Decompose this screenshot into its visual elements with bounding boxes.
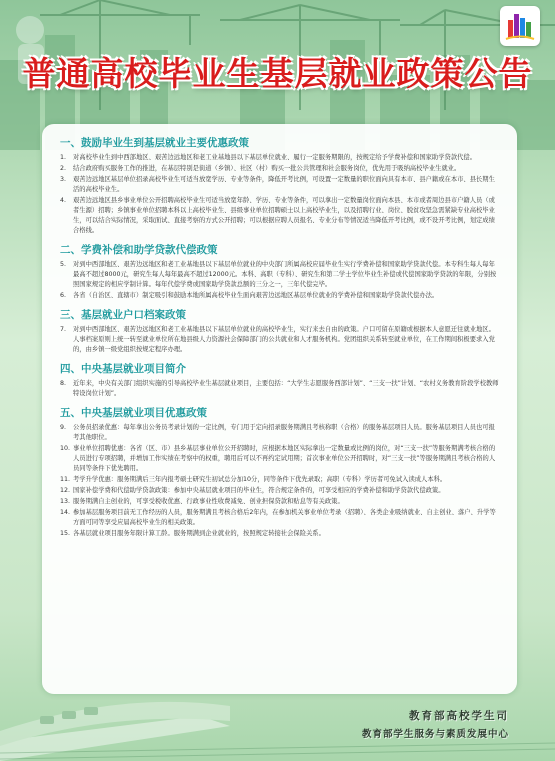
item-number: 13.: [60, 498, 71, 505]
section-heading: 四、中央基层就业项目简介: [60, 363, 186, 375]
item-number: 3.: [60, 176, 67, 183]
item-text: 参加基层服务项目前无工作经历的人员，服务期满且考核合格后2年内，在参加机关事业单位考录（招聘）、各类企业吸纳就业、自主创业、落户、升学等方面可同等享受应届高校毕业生的相关政策。: [73, 509, 496, 526]
item-number: 12.: [60, 487, 71, 494]
item-number: 8.: [60, 380, 67, 387]
item-text: 考学升学优惠：服务期满后三年内报考硕士研究生初试总分加10分，同等条件下优先录取；高职（专科）学历者可免试入读成人本科。: [73, 476, 447, 483]
section-heading: 二、学费补偿和助学贷款代偿政策: [60, 244, 218, 256]
item-number: 14.: [60, 509, 71, 516]
item-number: 5.: [60, 261, 67, 268]
item-text: 公务员招录优惠：每年拿出公务员考录计划的一定比例，专门用于定向招录服务期满且考核称职（合格）的服务基层项目人员。服务基层项目人员也可报考其他职位。: [73, 424, 495, 441]
high-speed-train-background: [0, 621, 555, 761]
item-text: 各省（自治区、直辖市）制定吸引和鼓励本地所属高校毕业生面向艰苦边远地区基层单位就业的学费补偿和国家助学贷款代偿办法。: [73, 292, 439, 299]
item-text: 服务期满自主创业的，可享受税收优惠、行政事业性收费减免、创业担保贷款和贴息等有关政策。: [73, 498, 344, 505]
item-number: 9.: [60, 424, 67, 431]
policy-item: [60, 475, 500, 485]
item-number: 2.: [60, 165, 67, 172]
item-text: 对高校毕业生到中西部地区、艰苦边远地区和老工业基地县以下基层单位就业、履行一定服务期限的，按规定给予学费补偿和国家助学贷款代偿。: [73, 154, 476, 161]
policy-item: [60, 444, 500, 474]
policy-item: [60, 175, 500, 195]
section-heading: 一、鼓励毕业生到基层就业主要优惠政策: [60, 137, 249, 149]
issuer-block: [362, 708, 509, 740]
item-number: 7.: [60, 326, 67, 333]
item-number: 11.: [60, 476, 71, 483]
policy-item: [60, 497, 500, 507]
item-number: 4.: [60, 197, 67, 204]
item-number: 6.: [60, 292, 67, 299]
item-text: 事业单位招聘优惠：各省（区、市）县乡基层事业单位公开招聘时，应根据本地区实际拿出一定数量或比例的岗位，对“三支一扶”等服务期满考核合格的人员进行专项招聘，并增加工作实绩在考察中的权重，聘用后可以不再约定试用期；首次事业单位公开招聘时，对“三支一扶”等服务期满且考核合格的人员同等条件下优先聘用。: [73, 445, 496, 472]
item-number: 15.: [60, 530, 71, 537]
policy-item: [60, 260, 500, 290]
item-number: 1.: [60, 154, 67, 161]
policy-item: [60, 486, 500, 496]
section-items: [60, 379, 500, 399]
item-text: 艰苦边远地区县乡事业单位公开招聘高校毕业生可适当放宽年龄、学历、专业等条件，可以拿出一定数量岗位面向本县、本市或者周边县市户籍人员（或者生源）招聘；乡镇事业单位招聘本科以上高校毕业生、县级事业单位招聘硕士以上高校毕业生，以及招聘行业、岗位、脱贫攻坚急需紧缺专业高校毕业生，可以结合实际情况，采取面试、直接考察的方式公开招聘；可以根据应聘人员报名、专业分布等情况适当降低开考比例，或不设开考比例，划定成绩合格线。: [73, 197, 495, 234]
policy-content: [60, 135, 500, 540]
city-buildings-logo-icon: [500, 6, 540, 46]
section-items: [60, 153, 500, 236]
item-text: 艰苦边远地区基层单位招录高校毕业生可适当放宽学历、专业等条件，降低开考比例，可设置一定数量的职位面向具有本市、县户籍或在本市、县长期生活的高校毕业生。: [73, 176, 495, 193]
policy-item: [60, 423, 500, 443]
item-text: 国家补偿学费和代偿助学贷款政策：参加中央基层就业项目的毕业生，符合规定条件的，可享受相应的学费补偿和助学贷款代偿政策。: [73, 487, 445, 494]
item-text: 对到中西部地区、艰苦边远地区和老工业基地县以下基层单位就业的中央部门所属高校应届毕业生实行学费补偿和国家助学贷款代偿。本专科生每人每年最高不超过8000元，研究生每人每年最高不超过12000元。本科、高职（专科）、研究生和第二学士学位毕业生补偿或代偿国家助学贷款的年限，分别按照国家规定的相应学制计算。每年代偿学费或国家助学贷款总额的三分之一，三年代偿完毕。: [73, 261, 497, 288]
item-number: 10.: [60, 445, 71, 452]
section-items: [60, 260, 500, 301]
section-heading: 三、基层就业户口档案政策: [60, 309, 186, 321]
policy-item: [60, 164, 500, 174]
issuer-line-1: 教育部高校学生司: [409, 710, 509, 722]
policy-item: [60, 325, 500, 355]
policy-item: [60, 153, 500, 163]
section-items: [60, 325, 500, 355]
policy-item: [60, 508, 500, 528]
item-text: 对到中西部地区、艰苦边远地区和老工业基地县以下基层单位就业的高校毕业生，实行来去自由的政策。户口可留在原籍或根据本人意愿迁往就业地区。人事档案原则上统一转至就业单位所在地县级人力资源社会保障部门的公共就业和人才服务机构。党团组织关系转至就业单位，在工作期间积极要求入党的，由乡镇一级党组织按规定程序办理。: [73, 326, 495, 353]
page-title: 普通高校毕业生基层就业政策公告: [22, 54, 533, 93]
policy-item: [60, 529, 500, 539]
policy-item: [60, 196, 500, 236]
item-text: 近年来，中央有关部门组织实施的引导高校毕业生基层就业项目，主要包括：“大学生志愿服务西部计划”、“三支一扶”计划、“农村义务教育阶段学校教师特设岗位计划”。: [73, 380, 499, 397]
policy-item: [60, 291, 500, 301]
item-text: 结合政府购买服务工作的推进，在基层特别是街道（乡镇）、社区（村）购买一批公共管理和社会服务岗位，优先用于吸纳高校毕业生就业。: [73, 165, 461, 172]
issuer-line-2: 教育部学生服务与素质发展中心: [361, 729, 509, 740]
section-items: [60, 423, 500, 539]
policy-item: [60, 379, 500, 399]
section-heading: 五、中央基层就业项目优惠政策: [60, 407, 207, 419]
item-text: 各基层就业项目服务年限计算工龄。服务期满到企业就业的，按照规定转接社会保险关系。: [73, 530, 325, 537]
